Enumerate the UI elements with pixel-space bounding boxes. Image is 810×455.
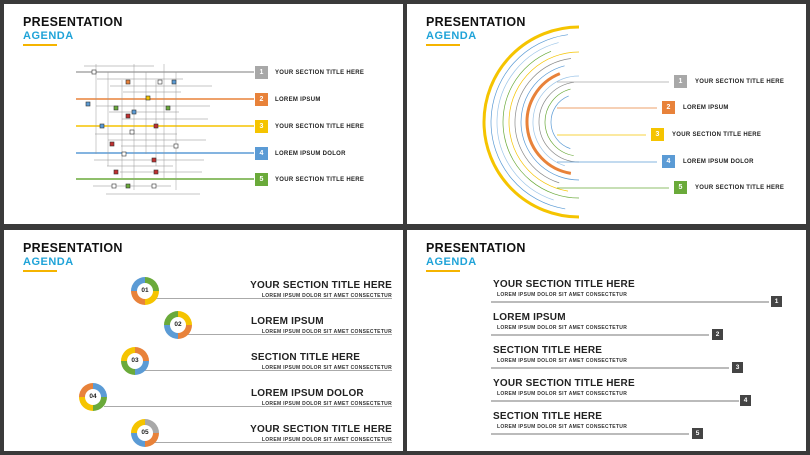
item-subtext: LOREM IPSUM DOLOR SIT AMET CONSECTETUR [497,391,628,397]
item-subtext: LOREM IPSUM DOLOR SIT AMET CONSECTETUR [497,292,628,298]
item-badge-1: 1 [255,66,268,79]
circuit-node [126,114,130,118]
item-bar-3 [491,367,729,369]
item-label-3: YOUR SECTION TITLE HERE [275,124,365,130]
item-donut-5 [131,419,159,447]
item-number: 03 [127,353,143,369]
item-badge-2: 2 [662,101,675,114]
circuit-node [166,106,170,110]
circuit-node [146,96,150,100]
circuit-node [152,184,156,188]
item-heading: SECTION TITLE HERE [251,352,361,363]
item-badge-5: 5 [255,173,268,186]
circuit-node [172,80,176,84]
item-number: 02 [170,317,186,333]
item-number-1: 1 [771,296,782,307]
circuit-node [92,70,96,74]
item-number-5: 5 [692,428,703,439]
item-label-4: LOREM IPSUM DOLOR [275,151,346,157]
circuit-node [114,170,118,174]
slide-subtitle: AGENDA [426,30,477,42]
circuit-node [132,110,136,114]
circuit-node [100,124,104,128]
agenda-arc [509,52,579,191]
item-label-3: YOUR SECTION TITLE HERE [672,132,762,138]
circuit-node [114,106,118,110]
item-heading: YOUR SECTION TITLE HERE [493,378,635,389]
item-heading: SECTION TITLE HERE [493,345,603,356]
item-number-2: 2 [712,329,723,340]
title-underline [426,270,460,272]
circuit-node [174,144,178,148]
circuit-node [110,142,114,146]
item-donut-3 [121,347,149,375]
slide-subtitle: AGENDA [426,256,477,268]
item-heading: SECTION TITLE HERE [493,411,603,422]
item-label-4: LOREM IPSUM DOLOR [683,159,754,165]
circuit-node [152,158,156,162]
item-label-2: LOREM IPSUM [275,97,321,103]
slide-subtitle: AGENDA [23,30,74,42]
item-label-5: YOUR SECTION TITLE HERE [275,177,365,183]
item-heading: LOREM IPSUM DOLOR [251,388,364,399]
item-subtext: LOREM IPSUM DOLOR SIT AMET CONSECTETUR [261,293,392,299]
item-badge-3: 3 [255,120,268,133]
circuit-node [126,184,130,188]
circuit-node [126,80,130,84]
item-badge-4: 4 [662,155,675,168]
slide-title: PRESENTATION [426,15,526,29]
item-donut-1 [131,277,159,305]
item-badge-2: 2 [255,93,268,106]
circuit-node [154,124,158,128]
slide-donut-agenda[interactable] [4,230,403,451]
item-number: 04 [85,389,101,405]
item-bar-4 [491,400,739,402]
arc-graphic [407,4,806,224]
item-subtext: LOREM IPSUM DOLOR SIT AMET CONSECTETUR [261,365,392,371]
item-heading: YOUR SECTION TITLE HERE [250,280,392,291]
circuit-node [112,184,116,188]
agenda-arc [491,35,568,209]
agenda-arc [551,96,570,149]
item-badge-3: 3 [651,128,664,141]
slide-bar-agenda[interactable] [407,230,806,451]
item-bar-2 [491,334,709,336]
item-bar-1 [491,301,769,303]
circuit-node [122,152,126,156]
item-donut-2 [164,311,192,339]
slide-title: PRESENTATION [23,241,123,255]
circuit-graphic [4,4,403,224]
circuit-node [154,170,158,174]
circuit-node [86,102,90,106]
item-number-3: 3 [732,362,743,373]
slide-title: PRESENTATION [23,15,123,29]
item-number: 05 [137,425,153,441]
agenda-arc [545,89,574,156]
item-label-2: LOREM IPSUM [683,105,729,111]
item-heading: YOUR SECTION TITLE HERE [250,424,392,435]
item-subtext: LOREM IPSUM DOLOR SIT AMET CONSECTETUR [497,424,628,430]
item-subtext: LOREM IPSUM DOLOR SIT AMET CONSECTETUR [497,325,628,331]
title-underline [23,270,57,272]
item-subtext: LOREM IPSUM DOLOR SIT AMET CONSECTETUR [261,437,392,443]
item-subtext: LOREM IPSUM DOLOR SIT AMET CONSECTETUR [261,329,392,335]
item-heading: LOREM IPSUM [493,312,566,323]
item-label-5: YOUR SECTION TITLE HERE [695,185,785,191]
slide-arc-agenda[interactable] [407,4,806,224]
item-donut-4 [79,383,107,411]
item-bar-5 [491,433,689,435]
item-badge-1: 1 [674,75,687,88]
circuit-node [158,80,162,84]
item-badge-4: 4 [255,147,268,160]
item-subtext: LOREM IPSUM DOLOR SIT AMET CONSECTETUR [261,401,392,407]
item-subtext: LOREM IPSUM DOLOR SIT AMET CONSECTETUR [497,358,628,364]
slide-subtitle: AGENDA [23,256,74,268]
slide-circuit-agenda[interactable] [4,4,403,224]
item-badge-5: 5 [674,181,687,194]
item-label-1: YOUR SECTION TITLE HERE [275,70,365,76]
agenda-arc [503,51,579,198]
item-number: 01 [137,283,153,299]
item-number-4: 4 [740,395,751,406]
item-label-1: YOUR SECTION TITLE HERE [695,79,785,85]
circuit-node [130,130,134,134]
agenda-arc [484,27,579,217]
slide-title: PRESENTATION [426,241,526,255]
item-heading: LOREM IPSUM [251,316,324,327]
item-heading: YOUR SECTION TITLE HERE [493,279,635,290]
